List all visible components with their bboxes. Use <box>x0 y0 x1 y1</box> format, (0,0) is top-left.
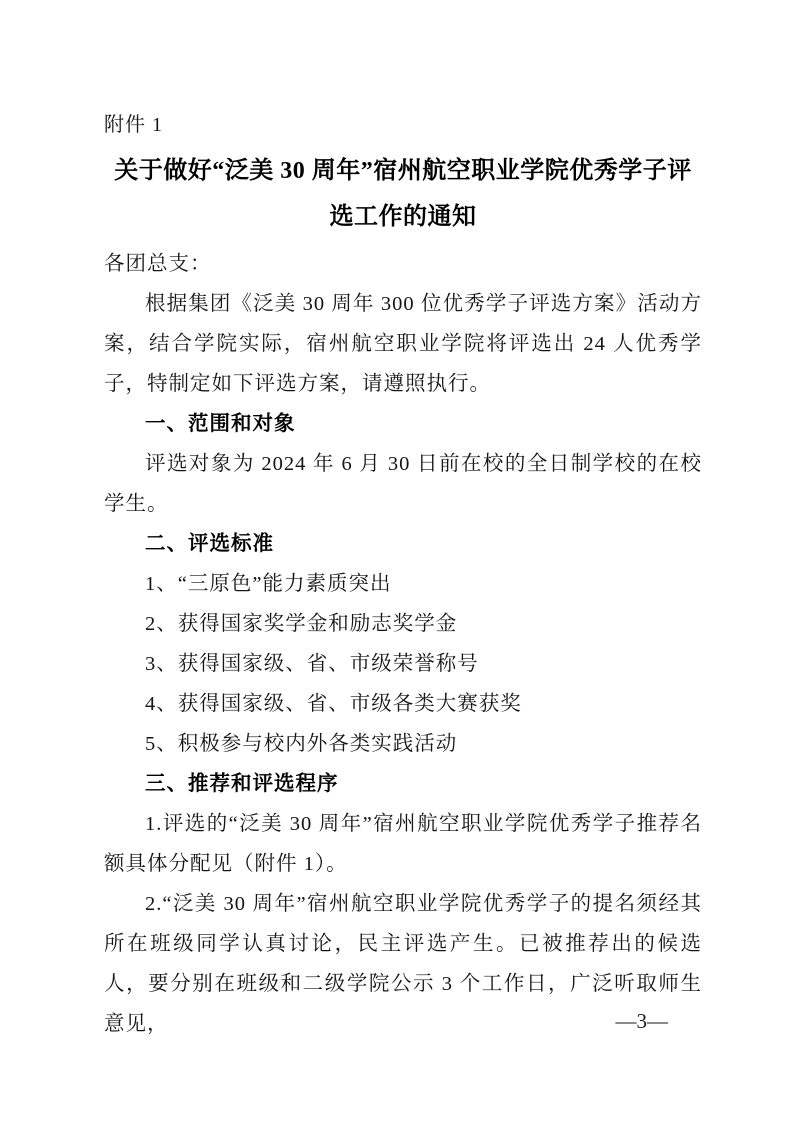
intro-paragraph: 根据集团《泛美 30 周年 300 位优秀学子评选方案》活动方案，结合学院实际，宿州航空职业学院将评选出 24 人优秀学子，特制定如下评选方案，请遵照执行。 <box>104 293 702 395</box>
criteria-item-3: 3、获得国家级、省、市级荣誉称号 <box>145 653 479 675</box>
document-title-line-2: 选工作的通知 <box>329 204 477 230</box>
document-title <box>104 148 702 240</box>
salutation: 各团总支： <box>104 253 212 275</box>
criteria-item-1: 1、“三原色”能力素质突出 <box>145 573 392 595</box>
procedure-paragraph-1: 1.评选的“泛美 30 周年”宿州航空职业学院优秀学子推荐名额具体分配见（附件 1）。 <box>104 813 702 875</box>
attachment-label: 附件 1 <box>104 114 163 136</box>
section-heading-procedure: 三、推荐和评选程序 <box>145 773 339 795</box>
procedure-paragraph-2: 2.“泛美 30 周年”宿州航空职业学院优秀学子的提名须经其所在班级同学认真讨论，民主评选产生。已被推荐出的候选人，要分别在班级和二级学院公示 3 个工作日，广泛听取师生意见， <box>104 893 702 1035</box>
criteria-item-4: 4、获得国家级、省、市级各类大赛获奖 <box>145 693 522 715</box>
page-number: —3— <box>615 1009 668 1033</box>
document-content <box>104 110 702 1044</box>
scope-paragraph: 评选对象为 2024 年 6 月 30 日前在校的全日制学校的在校学生。 <box>104 453 702 515</box>
section-heading-scope: 一、范围和对象 <box>145 413 296 435</box>
section-heading-criteria: 二、评选标准 <box>145 533 274 555</box>
criteria-item-2: 2、获得国家奖学金和励志奖学金 <box>145 613 458 635</box>
document-title-line-1: 关于做好“泛美 30 周年”宿州航空职业学院优秀学子评 <box>114 158 692 184</box>
criteria-item-5: 5、积极参与校内外各类实践活动 <box>145 733 458 755</box>
